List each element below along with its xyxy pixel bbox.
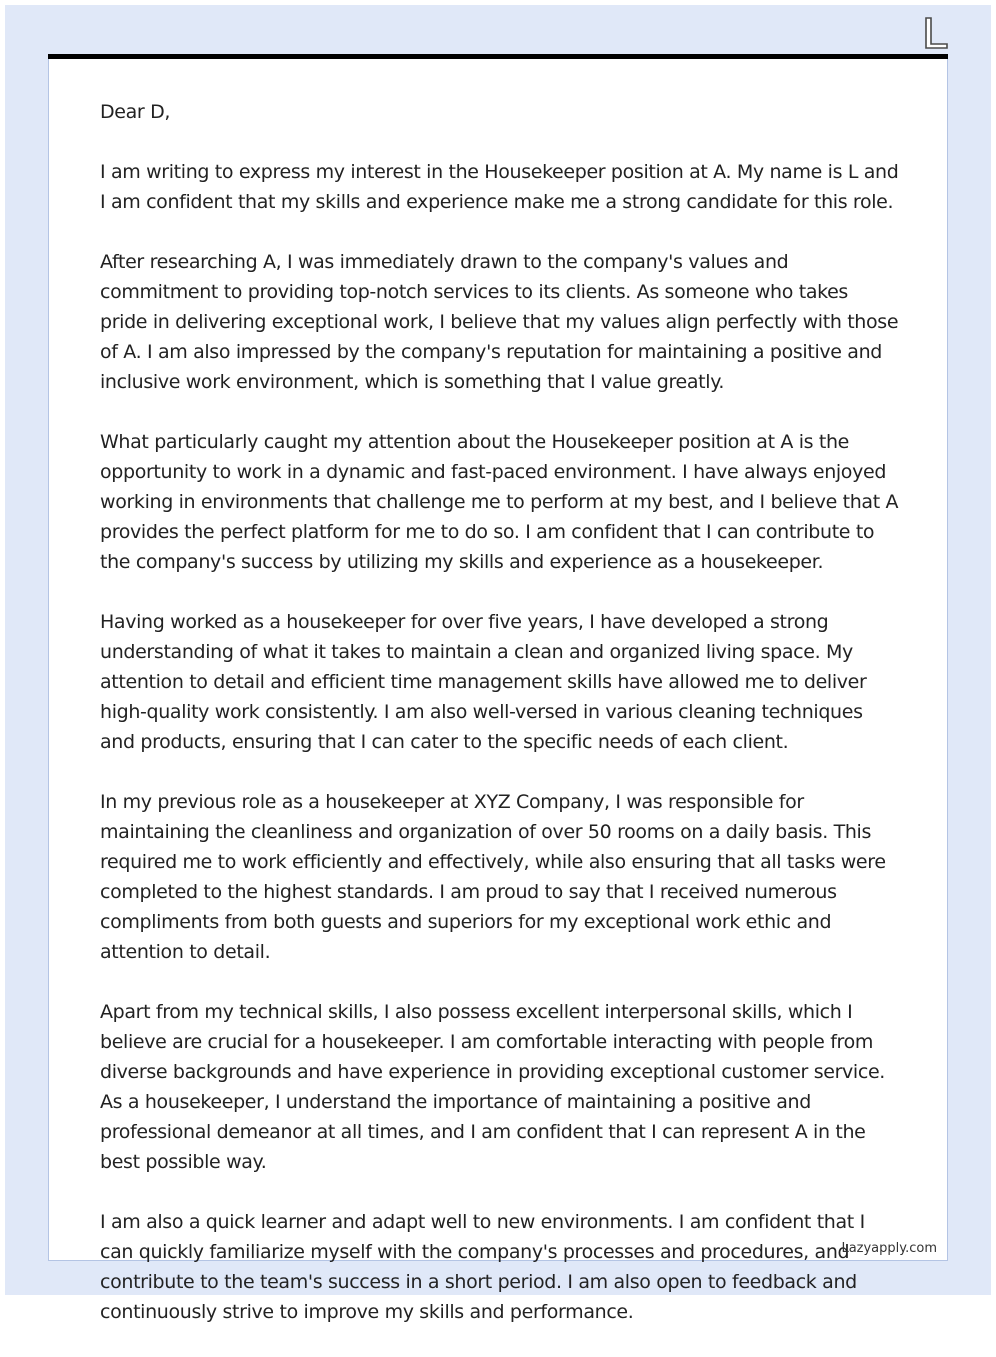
letter-l-logo-icon [920, 14, 952, 54]
letter-body [100, 97, 900, 1357]
paragraph-experience: Having worked as a housekeeper for over five years, I have developed a strong understanding of what it takes to maintain a clean and organized living space. My attention to detail and efficient time management skills have allowed me to deliver high-quality work consistently. I am also well-versed in various cleaning techniques and products, ensuring that I can cater to the specific needs of each client. [100, 611, 867, 753]
paragraph-previous-role: In my previous role as a housekeeper at XYZ Company, I was responsible for maintaining the cleanliness and organization of over 50 rooms on a daily basis. This required me to work efficiently and effectively, while also ensuring that all tasks were completed to the highest standards. I am proud to say that I received numerous compliments from both guests and superiors for my exceptional work ethic and attention to detail. [100, 791, 886, 963]
letter-page [48, 59, 948, 1323]
paragraph-position-interest: What particularly caught my attention about the Housekeeper position at A is the opportunity to work in a dynamic and fast-paced environment. I have always enjoyed working in environments that challenge me to perform at my best, and I believe that A provides the perfect platform for me to do so. I am confident that I can contribute to the company's success by utilizing my skills and experience as a housekeeper. [100, 431, 899, 573]
paragraph-adaptability: I am also a quick learner and adapt well to new environments. I am confident that I can quickly familiarize myself with the company's processes and procedures, and contribute to the team's success in a short period. I am also open to feedback and continuously strive to improve my skills and performance. [100, 1211, 865, 1323]
paragraph-intro: I am writing to express my interest in the Housekeeper position at A. My name is L and I am confident that my skills and experience make me a strong candidate for this role. [100, 161, 899, 213]
paragraph-interpersonal-skills: Apart from my technical skills, I also possess excellent interpersonal skills, which I believe are crucial for a housekeeper. I am comfortable interacting with people from diverse backgrounds and have experience in providing exceptional customer service. As a housekeeper, I understand the importance of maintaining a positive and professional demeanor at all times, and I am confident that I can represent A in the best possible way. [100, 1001, 885, 1173]
salutation: Dear D, [100, 101, 171, 123]
footer-watermark: Lazyapply.com [841, 1241, 937, 1256]
paragraph-company-values: After researching A, I was immediately drawn to the company's values and commitment to providing top-notch services to its clients. As someone who takes pride in delivering exceptional work, I believe that my values align perfectly with those of A. I am also impressed by the company's reputation for maintaining a positive and inclusive work environment, which is something that I value greatly. [100, 251, 899, 393]
